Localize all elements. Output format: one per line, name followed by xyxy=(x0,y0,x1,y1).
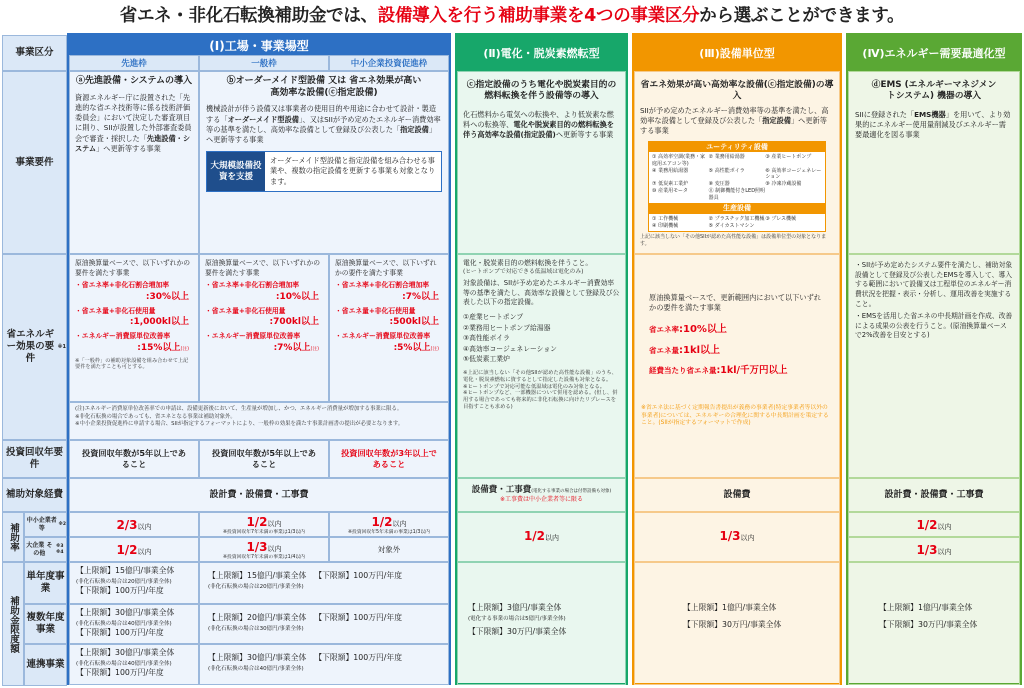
effect-general-item xyxy=(205,281,323,303)
effect-sme-item-value xyxy=(335,342,443,355)
effect-advanced-item-label: ・エネルギー消費原単位改善率 xyxy=(75,332,171,341)
limit-c3-upper: 【上限額】1億円/事業全体 xyxy=(683,603,777,612)
limit-c3-lower: 【下限額】30万円/事業全体 xyxy=(683,620,782,630)
req-c4-body xyxy=(855,110,1013,141)
req-advanced xyxy=(69,71,199,254)
category-4-header: (Ⅳ)エネルギー需要最適化型 xyxy=(848,35,1020,71)
effect-sme-item xyxy=(335,332,443,354)
effect-general xyxy=(199,254,329,402)
effect-general-intro: 原油換算量ベースで、以下いずれかの要件を満たす事業 xyxy=(205,259,321,277)
effect-advanced-item xyxy=(75,281,193,303)
req-c3-body1: SIIが予め定めたエネルギー消費効率等の基準を満たし、高効率な設備として登録及び公表した「 xyxy=(640,105,829,126)
rate-gen-sme-suffix: 以内 xyxy=(267,520,282,528)
category-1-header: (Ⅰ)工場・事業場型 xyxy=(69,35,449,55)
page-title xyxy=(0,2,1024,32)
rate-adv-sme-suffix: 以内 xyxy=(137,523,152,531)
label-requirements: 事業要件 xyxy=(2,71,67,254)
limit-adv-joint-upper: 【上限額】30億円/事業全体 xyxy=(76,648,175,657)
limit-adv-joint-lower: 【下限額】100万円/年度 xyxy=(76,668,164,678)
effect-c2-notes xyxy=(463,370,620,411)
label-limit: 補助金限度額 xyxy=(2,562,24,686)
req-general xyxy=(199,71,449,254)
rate-gen-large-note: ※投資回収年7年未満の事業は1/4以内 xyxy=(223,555,305,561)
req-advanced-body1: 資源エネルギー庁に設置された「先進的な省エネ技術等に係る技術評価委員会」において決定した審査項目に則り、SIIが設置した外部審査委員会で審査・採択した「 xyxy=(75,92,192,143)
effect-c2 xyxy=(457,254,626,478)
rate-gen-sme-value: 1/2 xyxy=(246,515,268,529)
limit-c4-upper: 【上限額】1億円/事業全体 xyxy=(879,603,973,612)
label-rate-large-text: 大企業 その他 xyxy=(26,542,53,557)
effect-sme-list xyxy=(335,281,443,354)
limit-adv-multi-lower: 【下限額】100万円/年度 xyxy=(76,628,164,638)
utility-item: ⑦ 低炭素工業炉 xyxy=(652,181,689,187)
label-rate-sme xyxy=(24,512,67,537)
effect-advanced-item-label: ・省エネ率+非化石割合増加率 xyxy=(75,281,170,290)
limit-adv-multi xyxy=(69,604,199,644)
effect-advanced-item xyxy=(75,332,193,354)
title-part3: から選ぶことができます。 xyxy=(699,6,905,26)
label-payback: 投資回収年要件 xyxy=(2,440,67,478)
rate-c2 xyxy=(457,512,626,562)
rate-gen-large-suffix: 以内 xyxy=(267,545,282,553)
label-energy-saving-text: 省エネルギー効果の要件 xyxy=(6,329,55,364)
effect-general-item-label: ・省エネ率+非化石割合増加率 xyxy=(205,281,300,290)
effect-advanced-list xyxy=(75,281,193,354)
effect-c2-list-item: ②業務用ヒートポンプ給湯器 xyxy=(463,323,551,332)
effect-c2-body: 対象設備は、SIIが予め定めたエネルギー消費効率等の基準を満たし、高効率な設備として登録及び公表した以下の指定設備。 xyxy=(463,279,620,307)
effect-general-item xyxy=(205,307,323,329)
req-c4-body1: SIIに登録された「 xyxy=(855,109,915,119)
limit-gen-single xyxy=(199,562,449,604)
limit-gen-joint-lower: 【下限額】100万円/年度 xyxy=(314,653,403,662)
req-c2 xyxy=(457,71,626,254)
label-energy-saving xyxy=(2,254,67,440)
limit-adv-joint-note: (非化石転換の場合は40億円/事業全体) xyxy=(76,661,172,668)
tab-advanced: 先進枠 xyxy=(69,55,199,71)
req-c3-title: 省エネ効果が高い高効率な設備(ⓒ指定設備)の導入 xyxy=(640,80,834,102)
limit-gen-single-lower: 【下限額】100万円/年度 xyxy=(314,571,403,580)
effect-note: (注)エネルギー消費原単位改善率での申請は、設備更新後において、生産量が増加し、かつ、エネルギー消費量が増加する事業に限る。 xyxy=(75,406,403,412)
effect-advanced-item-value-text: :1,000kl以上 xyxy=(129,317,189,328)
limit-gen-single-upper: 【上限額】15億円/事業全体 xyxy=(208,571,307,580)
utility-item: ⑤ 高性能ボイラ xyxy=(708,167,745,174)
effect-advanced-item-value xyxy=(75,342,193,355)
effect-advanced-item-label: ・省エネ量+非化石使用量 xyxy=(75,306,156,315)
costs-c1: 設計費・設備費・工事費 xyxy=(69,478,449,512)
rate-adv-sme xyxy=(69,512,199,537)
limit-adv-single-lower: 【下限額】100万円/年度 xyxy=(76,586,164,596)
effect-sme-item-note: (注) xyxy=(430,346,439,352)
effect-general-item-value xyxy=(205,291,323,304)
large-investment-label: 大規模設備投資を支援 xyxy=(207,152,265,191)
req-c2-body-bold: 電化や脱炭素目的の燃料転換を伴う高効率な設備(指定設備) xyxy=(463,120,614,140)
effect-c3-item xyxy=(649,319,825,340)
limit-gen-joint-note: (非化石転換の場合は40億円/事業全体) xyxy=(208,666,304,673)
label-energy-saving-note: ※1 xyxy=(57,343,66,350)
req-c2-body2: へ更新等する事業 xyxy=(555,130,614,140)
req-c4-body2: 」を用いて、より効果的にエネルギー使用量削減及びエネルギー需要最適化を図る事業 xyxy=(855,109,1011,140)
large-investment-box xyxy=(206,151,442,192)
effect-general-item-value xyxy=(205,316,323,329)
utility-item: ① 高効率空調(業務・家庭用エアコン等) xyxy=(652,154,706,167)
rate-c2-suffix: 以内 xyxy=(545,534,560,542)
effect-c3-item-label: 省エネ率 xyxy=(649,325,679,335)
effect-sme xyxy=(329,254,449,402)
req-c3-footnote: 上記に該当しない「その他SIIが認めた高性能な設備」は設備単位型の対象となります。 xyxy=(640,234,827,247)
equipment-list-box xyxy=(648,141,826,233)
effect-c2-list-item: ③高性能ボイラ xyxy=(463,334,510,343)
effect-advanced-intro: 原油換算量ベースで、以下いずれかの要件を満たす事業 xyxy=(75,259,191,277)
effect-advanced-note: ※「一般枠」の補助対象設備を組み合わせて上記要件を満たすことも可とする。 xyxy=(75,357,189,371)
limit-gen-multi-lower: 【下限額】100万円/年度 xyxy=(314,613,403,622)
label-limit-single: 単年度事業 xyxy=(24,562,67,604)
req-c4 xyxy=(848,71,1020,254)
label-rate-sme-note: ※2 xyxy=(58,521,66,527)
payback-advanced: 投資回収年数が5年以上であること xyxy=(69,440,199,478)
effect-c2-note: ※ヒートポンプなど、一部機器について併用を認める。(但し、併用する場合であっても将来的に非化石転換に向けたリプレースを目指すことも求める) xyxy=(463,390,618,411)
effect-general-item-label: ・省エネ量+非化石使用量 xyxy=(205,306,286,315)
effect-general-item-note: (注) xyxy=(310,346,319,352)
rate-adv-large xyxy=(69,537,199,562)
req-advanced-body xyxy=(75,93,193,154)
effect-c2-intro: 電化・脱炭素目的の燃料転換を伴うこと。 xyxy=(463,259,593,267)
effect-c2-list xyxy=(463,312,620,365)
req-advanced-title: ⓐ先進設備・システムの導入 xyxy=(75,76,193,86)
costs-c2-note: ※工事費は中小企業者等に限る xyxy=(499,496,584,504)
limit-c3 xyxy=(634,562,840,685)
payback-sme: 投資回収年数が3年以上であること xyxy=(329,440,449,478)
effect-sme-item-value xyxy=(335,316,443,329)
effect-c3-item-value: :1kl以上 xyxy=(679,345,721,357)
limit-adv-single-note: (非化石転換の場合は20億円/事業全体) xyxy=(76,579,172,586)
req-c2-title: ⓒ指定設備のうち電化や脱炭素目的の燃料転換を伴う設備等の導入 xyxy=(466,80,617,102)
effect-c3-note: ※省エネ法に基づく定期報告書提出が義務の事業者(特定事業者等以外の事業者)については、エネルギーの合理化に関する中長期計画を策定すること。(SIIが指定するフォーマットで作成) xyxy=(641,405,829,427)
utility-item: ③ 産業ヒートポンプ xyxy=(765,154,812,160)
production-list xyxy=(649,214,825,232)
effect-general-item-value-text: :7%以上 xyxy=(273,342,311,353)
effect-sme-item xyxy=(335,281,443,303)
costs-c2-label: 設備費・工事費 xyxy=(471,485,532,495)
costs-c2 xyxy=(457,478,626,512)
tab-sme: 中小企業投資促進枠 xyxy=(329,55,449,71)
effect-c3-items xyxy=(649,319,825,381)
utility-list xyxy=(649,152,825,203)
title-highlight: 設備導入を行う補助事業を4つの事業区分 xyxy=(377,6,700,26)
limit-c2-lower: 【下限額】30万円/事業全体 xyxy=(468,627,567,637)
label-rate: 補助率 xyxy=(2,512,24,562)
effect-general-list xyxy=(205,281,323,354)
effect-c4-item: ・SIIが予め定めたシステム要件を満たし、補助対象設備として登録及び公表したEMSを導入して、導入する範囲において設備又は工程単位のエネルギー消費状況を把握・表示・分析し、運用改善を実施すること。 xyxy=(855,261,1013,308)
req-c4-body-bold: EMS機器 xyxy=(914,109,946,119)
utility-item: ⑧ 変圧器 xyxy=(708,181,730,187)
label-category: 事業区分 xyxy=(2,35,67,71)
utility-item: ⑥ 高効率コージェネレーション xyxy=(765,167,822,181)
effect-sme-item-value-text: :5%以上 xyxy=(393,342,431,353)
costs-c3: 設備費 xyxy=(634,478,840,512)
limit-adv-multi-upper: 【上限額】30億円/事業全体 xyxy=(76,608,175,617)
rate-sme-sme-note: ※投資回収年5年未満の事業は1/3以内 xyxy=(348,530,430,536)
utility-item: ⑨ 冷凍冷蔵設備 xyxy=(765,181,802,187)
rate-sme-large: 対象外 xyxy=(329,537,449,562)
production-item: ⑤ ダイカストマシン xyxy=(708,222,755,229)
limit-adv-multi-note: (非化石転換の場合は40億円/事業全体) xyxy=(76,621,172,628)
category-2-header: (Ⅱ)電化・脱炭素燃転型 xyxy=(457,35,626,71)
label-rate-sme-text: 中小企業者等 xyxy=(26,517,57,532)
effect-sme-item-value-text: :7%以上 xyxy=(402,291,439,302)
req-general-body xyxy=(206,104,442,145)
limit-c2 xyxy=(457,562,626,685)
costs-c4: 設計費・設備費・工事費 xyxy=(848,478,1020,512)
effect-c4 xyxy=(848,254,1020,478)
req-c3-body-bold: 指定設備 xyxy=(762,116,791,126)
effect-general-item-label: ・エネルギー消費原単位改善率 xyxy=(205,332,301,341)
effect-c3-item xyxy=(649,361,825,381)
rate-gen-sme-note: ※投資回収年7年未満の事業は1/3以内 xyxy=(223,530,305,536)
rate-gen-large-value: 1/3 xyxy=(246,540,268,554)
effect-sme-item-label: ・省エネ率+非化石割合増加率 xyxy=(335,281,430,290)
effect-c2-list-item: ④高効率コージェネレーション xyxy=(463,344,557,353)
rate-c3-suffix: 以内 xyxy=(740,534,755,542)
production-item: ② プラスチック加工機械 xyxy=(708,215,765,222)
limit-c2-note: (電化する事業の場合は5億円/事業全体) xyxy=(468,616,566,623)
production-item: ④ 印刷機械 xyxy=(652,222,679,229)
utility-item: ② 業務用給湯器 xyxy=(708,154,745,160)
req-c3 xyxy=(634,71,840,254)
rate-c4-large-suffix: 以内 xyxy=(937,548,952,556)
rate-gen-large xyxy=(199,537,329,562)
rate-adv-sme-value: 2/3 xyxy=(116,518,138,532)
req-general-body-bold1: オーダーメイド型設備 xyxy=(227,114,299,124)
rate-c4-sme-value: 1/2 xyxy=(916,518,938,532)
production-item: ① 工作機械 xyxy=(652,215,679,222)
effect-c3-item-value: :10%以上 xyxy=(679,324,727,336)
effect-advanced-item-value-text: :30%以上 xyxy=(145,291,189,302)
effect-advanced-item-note: (注) xyxy=(180,346,189,352)
effect-notes xyxy=(69,402,449,440)
req-c2-body xyxy=(463,110,620,141)
rate-sme-sme xyxy=(329,512,449,537)
effect-sme-item xyxy=(335,307,443,329)
effect-advanced-item-value-text: :15%以上 xyxy=(137,342,181,353)
rate-c4-sme-suffix: 以内 xyxy=(937,523,952,531)
effect-note: ※中小企業投資促進枠に申請する場合、SIIが指定するフォーマットにより、一般枠の効果を満たす事業計画書の提出が必要となります。 xyxy=(75,421,404,428)
effect-c2-note: ※上記に該当しない「その他SIIが認めた高性能な設備」のうち、電化・脱炭素燃転に資するとして指定した設備も対象となる。 xyxy=(463,369,617,383)
production-label: 生産設備 xyxy=(649,203,825,214)
limit-gen-multi-note: (非化石転換の場合は30億円/事業全体) xyxy=(208,626,304,633)
effect-general-item xyxy=(205,332,323,354)
label-covered-costs: 補助対象経費 xyxy=(2,478,67,512)
effect-c3-intro: 原油換算量ベースで、更新範囲内において以下いずれかの要件を満たす事業 xyxy=(649,293,821,313)
req-general-body1: 機械設計が伴う設備又は事業者の使用目的や用途に合わせて設計・製造する「 xyxy=(206,104,437,124)
limit-gen-multi xyxy=(199,604,449,644)
req-advanced-body-bold: 先進設備・システム xyxy=(75,133,191,153)
limit-gen-single-note: (非化石転換の場合は20億円/事業全体) xyxy=(208,584,304,591)
req-general-body-bold2: 指定設備 xyxy=(400,124,429,134)
rate-c3 xyxy=(634,512,840,562)
effect-advanced-item-value xyxy=(75,316,193,329)
req-advanced-body2: 」へ更新等する事業 xyxy=(96,143,161,153)
limit-adv-single xyxy=(69,562,199,604)
effect-sme-intro: 原油換算量ベースで、以下いずれかの要件を満たす事業 xyxy=(335,259,437,277)
effect-c4-item: ・EMSを活用した省エネの中長期計画を作成、改善による成果の公表を行うこと。(原油換算量ベースで2%改善を目安とする) xyxy=(855,312,1013,340)
effect-general-item-value-text: :700kl以上 xyxy=(269,317,319,328)
rate-adv-large-suffix: 以内 xyxy=(137,548,152,556)
req-c3-body xyxy=(640,106,834,137)
effect-sme-item-value xyxy=(335,291,443,304)
effect-c2-intro-note: (ヒートポンプで対応できる低温域は電化のみ) xyxy=(463,268,584,275)
rate-c4-large-value: 1/3 xyxy=(916,543,938,557)
effect-sme-item-value-text: :500kl以上 xyxy=(389,317,439,328)
limit-c4-lower: 【下限額】30万円/事業全体 xyxy=(879,620,978,630)
rate-gen-sme xyxy=(199,512,329,537)
rate-c2-value: 1/2 xyxy=(523,529,546,543)
limit-adv-joint xyxy=(69,644,199,685)
rate-c4-large xyxy=(848,537,1020,562)
utility-label: ユーティリティ設備 xyxy=(649,142,825,153)
effect-note: ※非化石転換の場合であっても、省エネとなる事業は補助対象外。 xyxy=(75,413,236,420)
effect-advanced-item xyxy=(75,307,193,329)
label-rate-large-note: ※3 ※4 xyxy=(56,543,64,555)
label-rate-large xyxy=(24,537,67,562)
large-investment-body: オーダーメイド型設備と指定設備を組み合わせる事業や、複数の指定設備を更新する事業も対象となります。 xyxy=(270,156,436,186)
utility-item: ④ 業務用給湯器 xyxy=(652,167,689,174)
category-3-header: (Ⅲ)設備単位型 xyxy=(634,35,840,71)
effect-c2-list-item: ⑤低炭素工業炉 xyxy=(463,355,510,364)
limit-adv-single-upper: 【上限額】15億円/事業全体 xyxy=(76,566,175,575)
req-c3-body2: 」へ更新等する事業 xyxy=(640,116,827,136)
effect-c2-list-item: ①産業ヒートポンプ xyxy=(463,313,524,322)
payback-general: 投資回収年数が5年以上であること xyxy=(199,440,329,478)
production-item: ③ プレス機械 xyxy=(765,215,797,222)
costs-c2-small: (電化する事業の場合は付帯設備も対象) xyxy=(531,489,612,494)
effect-c3 xyxy=(634,254,840,478)
req-c4-title: ⓓEMS (エネルギーマネジメントシステム) 機器の導入 xyxy=(871,80,997,102)
effect-sme-item-label: ・エネルギー消費原単位改善率 xyxy=(335,332,431,341)
req-c2-body1: 化石燃料から電気への転換や、より低炭素な燃料への転換等、 xyxy=(463,109,614,130)
rate-sme-sme-suffix: 以内 xyxy=(392,520,407,528)
limit-c4 xyxy=(848,562,1020,685)
effect-c3-item-label: 経費当たり省エネ量 xyxy=(649,366,717,376)
effect-c3-item-value: :1kl/千万円以上 xyxy=(716,365,788,377)
limit-c2-upper: 【上限額】3億円/事業全体 xyxy=(468,603,562,612)
effect-c3-item xyxy=(649,340,825,361)
title-part1: 省エネ・非化石転換補助金では、 xyxy=(119,6,378,26)
req-general-title: ⓑオーダーメイド型設備 又は 省エネ効果が高い高効率な設備(ⓒ指定設備) xyxy=(226,76,422,98)
rate-adv-large-value: 1/2 xyxy=(116,543,138,557)
limit-gen-multi-upper: 【上限額】20億円/事業全体 xyxy=(208,613,307,622)
label-limit-multi: 複数年度事業 xyxy=(24,604,67,644)
effect-advanced xyxy=(69,254,199,402)
effect-general-item-value-text: :10%以上 xyxy=(275,291,319,302)
effect-sme-item-label: ・省エネ量+非化石使用量 xyxy=(335,306,416,315)
label-limit-joint: 連携事業 xyxy=(24,644,67,686)
utility-item: ⑩ 産業用モータ xyxy=(652,187,688,194)
effect-general-item-value xyxy=(205,342,323,355)
effect-advanced-item-value xyxy=(75,291,193,304)
req-general-body2: 」、又はSIIが予め定めたエネルギー消費効率等の基準を満たし、高効率な設備として登録及び公表した「 xyxy=(206,114,441,134)
effect-c3-item-label: 省エネ量 xyxy=(649,346,679,356)
rate-c3-value: 1/3 xyxy=(719,529,741,543)
effect-c2-note: ※ヒートポンプで対応可能な低温域は電化のみ対象となる。 xyxy=(463,383,606,390)
req-general-body3: 」へ更新等する事業 xyxy=(206,124,437,145)
rate-sme-sme-value: 1/2 xyxy=(371,515,393,529)
tab-general: 一般枠 xyxy=(199,55,329,71)
utility-item: ⑪ 制御機能付きLED照明器具 xyxy=(708,187,766,201)
rate-c4-sme xyxy=(848,512,1020,537)
limit-gen-joint-upper: 【上限額】30億円/事業全体 xyxy=(208,653,307,662)
limit-gen-joint xyxy=(199,644,449,685)
